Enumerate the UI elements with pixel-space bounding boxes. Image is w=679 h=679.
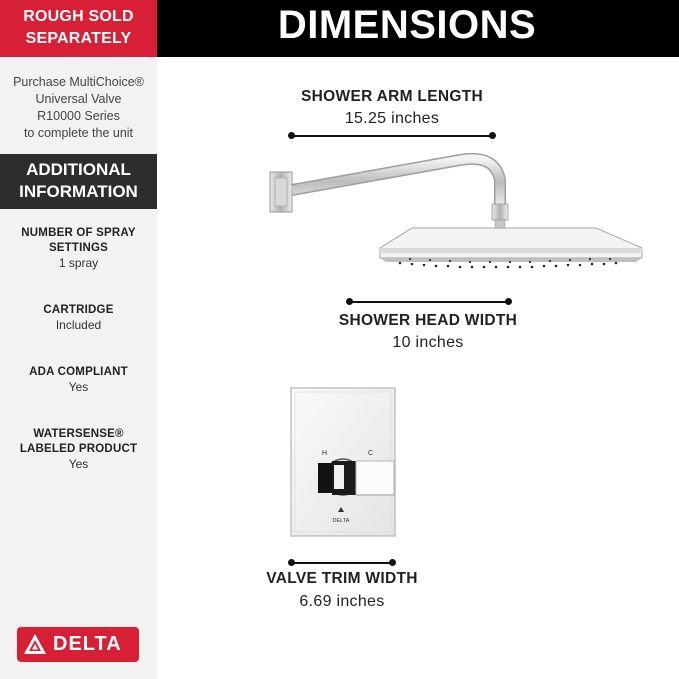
delta-triangle-icon <box>23 633 47 655</box>
additional-information-banner <box>0 154 157 209</box>
dimension-endpoint <box>288 132 295 139</box>
shower-head-illustration <box>260 140 650 285</box>
purchase-line: Universal Valve <box>35 92 122 106</box>
info-label: CARTRIDGE <box>43 304 114 316</box>
purchase-line: Purchase MultiChoice® <box>13 75 144 89</box>
purchase-line: R10000 Series <box>37 109 120 123</box>
shower-arm-length-value: 15.25 inches <box>344 110 440 127</box>
dimensions-header <box>157 0 679 57</box>
page-title: DIMENSIONS <box>277 3 537 47</box>
rough-sold-banner <box>0 0 157 57</box>
info-spray-settings <box>0 226 157 271</box>
dimension-endpoint <box>505 298 512 305</box>
shower-head-dimension-line <box>349 301 509 303</box>
info-value: 1 spray <box>58 256 99 270</box>
shower-arm-dimension-line <box>292 135 493 137</box>
sidebar <box>0 0 157 679</box>
rough-sold-line2: SEPARATELY <box>25 30 132 47</box>
info-label: ADA COMPLIANT <box>29 366 128 378</box>
valve-trim-width-label: VALVE TRIM WIDTH <box>266 570 418 587</box>
cold-label: C <box>368 450 374 457</box>
info-value: Included <box>55 318 102 332</box>
info-ada-compliant <box>0 365 157 395</box>
shower-arm-length-label: SHOWER ARM LENGTH <box>301 88 483 105</box>
info-label: SETTINGS <box>48 242 109 254</box>
hot-label: H <box>322 450 328 457</box>
info-value: Yes <box>68 457 89 471</box>
info-watersense <box>0 427 157 472</box>
valve-trim-width-value: 6.69 inches <box>299 593 385 610</box>
rough-sold-line1: ROUGH SOLD <box>23 8 134 25</box>
valve-trim-dimension-line <box>292 562 393 564</box>
dimension-endpoint <box>288 559 295 566</box>
dimension-endpoint <box>346 298 353 305</box>
shower-head-width-label: SHOWER HEAD WIDTH <box>338 312 518 329</box>
additional-line2: INFORMATION <box>19 182 138 201</box>
info-label: WATERSENSE® <box>33 428 124 440</box>
shower-head-width-value: 10 inches <box>392 334 464 351</box>
valve-trim-illustration <box>288 385 408 545</box>
info-label: LABELED PRODUCT <box>19 443 138 455</box>
info-label: NUMBER OF SPRAY <box>21 227 136 239</box>
purchase-line: to complete the unit <box>23 126 134 140</box>
dimension-endpoint <box>389 559 396 566</box>
purchase-note <box>0 74 157 142</box>
delta-logo-text: DELTA <box>53 633 122 655</box>
dimension-endpoint <box>489 132 496 139</box>
delta-logo <box>17 627 139 662</box>
additional-line1: ADDITIONAL <box>26 160 131 179</box>
valve-brand-text: DELTA <box>332 518 350 524</box>
info-cartridge <box>0 303 157 333</box>
info-value: Yes <box>68 380 89 394</box>
